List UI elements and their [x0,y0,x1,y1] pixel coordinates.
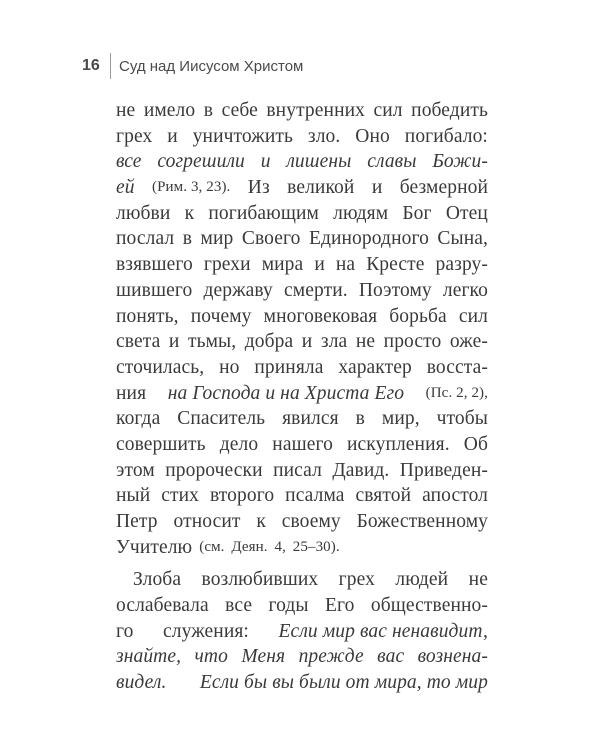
quotation-word: прежде [298,646,364,668]
quotation-word: все [116,151,142,173]
word: погибающим [208,202,319,224]
text-line [116,149,488,175]
text-line [116,381,488,407]
word: совершить [116,433,206,455]
word: грех [116,125,153,147]
word: го [116,620,134,642]
text-line [116,458,488,484]
text-line [116,175,488,201]
word: и [314,254,325,276]
word: на [335,254,356,276]
word: чтобы [436,408,488,430]
quotation-word: видел. [116,672,167,694]
word: грехи [203,254,251,276]
word: сточилась, [116,356,205,378]
word: Об [463,433,488,455]
word: мир [200,228,234,250]
word: сил [373,100,403,121]
word: мир, [381,408,420,430]
word: пророчески [165,459,263,481]
text-line [116,98,488,124]
text-line [116,509,488,535]
word: явился [282,408,339,430]
quotation-word: что [194,646,228,668]
word: Отец [445,202,488,224]
word: Спаситель [177,408,266,430]
scripture-reference: (см. Деян. 4, 25–30). [199,538,340,555]
word: в [355,408,365,430]
text-line [116,329,488,355]
word: ослабевала [116,595,209,617]
word: не [468,569,488,591]
word: в [203,100,214,121]
word: нашего [272,433,333,455]
text-line [116,593,488,619]
word: Его [325,595,355,617]
word: Единородного [308,228,429,250]
text-line [116,252,488,278]
word: в [182,228,193,250]
text-line [116,644,488,670]
word: Приведен- [399,459,488,481]
word: себе [221,100,258,121]
word: стих [161,485,200,507]
quotation-word: лишены [286,151,352,173]
word: оже- [449,331,488,353]
word: любви [116,202,171,224]
word: общественно- [370,595,488,617]
quotation-word: вознена- [417,646,488,668]
text-line [116,619,488,645]
word: безмерной [399,177,488,199]
word: Давид. [332,459,390,481]
word: восста- [426,356,488,378]
word: дело [219,433,259,455]
quotation-word: вас [377,646,405,668]
word: и [371,177,383,199]
word: Из [247,177,270,199]
word: взявшего [116,254,193,276]
scripture-reference: (Пс. 2, 2), [425,384,488,401]
word: Оно [355,125,390,147]
word: просто [383,331,442,353]
word: святой [355,485,412,507]
word: Сына, [437,228,488,250]
word: апостол [422,485,488,507]
text-line [116,670,488,696]
quotation-word: ей [116,177,135,199]
text-line [116,355,488,381]
text-line [116,406,488,432]
word: грех [338,569,375,591]
word: смерти. [284,279,348,301]
word: служения: [163,620,249,642]
word: Бог [402,202,432,224]
word: великой [287,177,355,199]
word: борьба [389,305,447,327]
quotation-word: Божи- [432,151,488,173]
word: возлюбивших [201,569,319,591]
word: когда [116,408,161,430]
word: ния [116,382,147,404]
word: людям [333,202,389,224]
running-header [82,53,303,79]
word: победить [411,100,488,121]
scripture-reference: (Рим. 3, 23). [151,179,231,196]
word: все [225,595,253,617]
word: Божественному [356,511,488,532]
word: этом [116,459,155,481]
word: добра [244,331,294,353]
word: легко [442,279,488,301]
word: искупления. [347,433,450,455]
word: псалма [285,485,345,507]
text-line [116,278,488,304]
running-title: Суд над Иисусом Христом [119,57,304,75]
word: Учителю [116,536,193,558]
header-divider [110,53,111,79]
word: разру- [435,254,488,276]
word: Кресте [366,254,425,276]
quotation-word: славы [367,151,417,173]
text-line [116,535,488,561]
word: тьмы, [187,331,237,353]
quotation-word: Меня [241,646,286,668]
text-line [116,483,488,509]
word: годы [268,595,309,617]
word: не [355,331,376,353]
word: сил [458,305,488,327]
page-number: 16 [82,57,100,74]
quotation-word: знайте, [116,646,182,668]
word: относит [173,511,241,532]
word: державу [203,279,273,301]
word: внутренних [266,100,365,121]
text-line [116,201,488,227]
word: ный [116,485,151,507]
word: Поэтому [358,279,432,301]
quotation-word: и [260,151,271,173]
word: Злоба [133,569,182,591]
quotation-phrase: на Господа и на Христа Его [167,382,405,404]
text-line [116,304,488,330]
word: к [256,511,266,532]
word: людей [395,569,449,591]
word: Своего [241,228,301,250]
word: шившего [116,279,193,301]
word: не [116,100,136,121]
word: писал [273,459,322,481]
word: и [168,331,180,353]
word: мира [261,254,304,276]
word: почему [190,305,252,327]
word: зла [320,331,348,353]
word: второго [209,485,275,507]
word: имело [143,100,196,121]
word: понять, [116,305,179,327]
text-line [116,226,488,252]
text-line [116,567,488,593]
word: света [116,331,161,353]
word: приняла [254,356,324,378]
word: зло. [307,125,341,147]
word: своему [281,511,341,532]
text-line [116,124,488,150]
word: погибало: [404,125,488,147]
word: многовековая [263,305,378,327]
word: и [167,125,178,147]
quotation-phrase: Если бы вы были от мира, то мир [199,672,488,694]
word: характер [338,356,412,378]
quotation-phrase: Если мир вас ненавидит, [278,620,488,642]
word: Петр [116,511,158,532]
word: уничтожить [192,125,293,147]
word: и [301,331,313,353]
body-text [116,98,488,696]
word: послал [116,228,175,250]
word: к [184,202,195,224]
word: но [219,356,240,378]
quotation-word: согрешили [157,151,245,173]
text-line [116,432,488,458]
